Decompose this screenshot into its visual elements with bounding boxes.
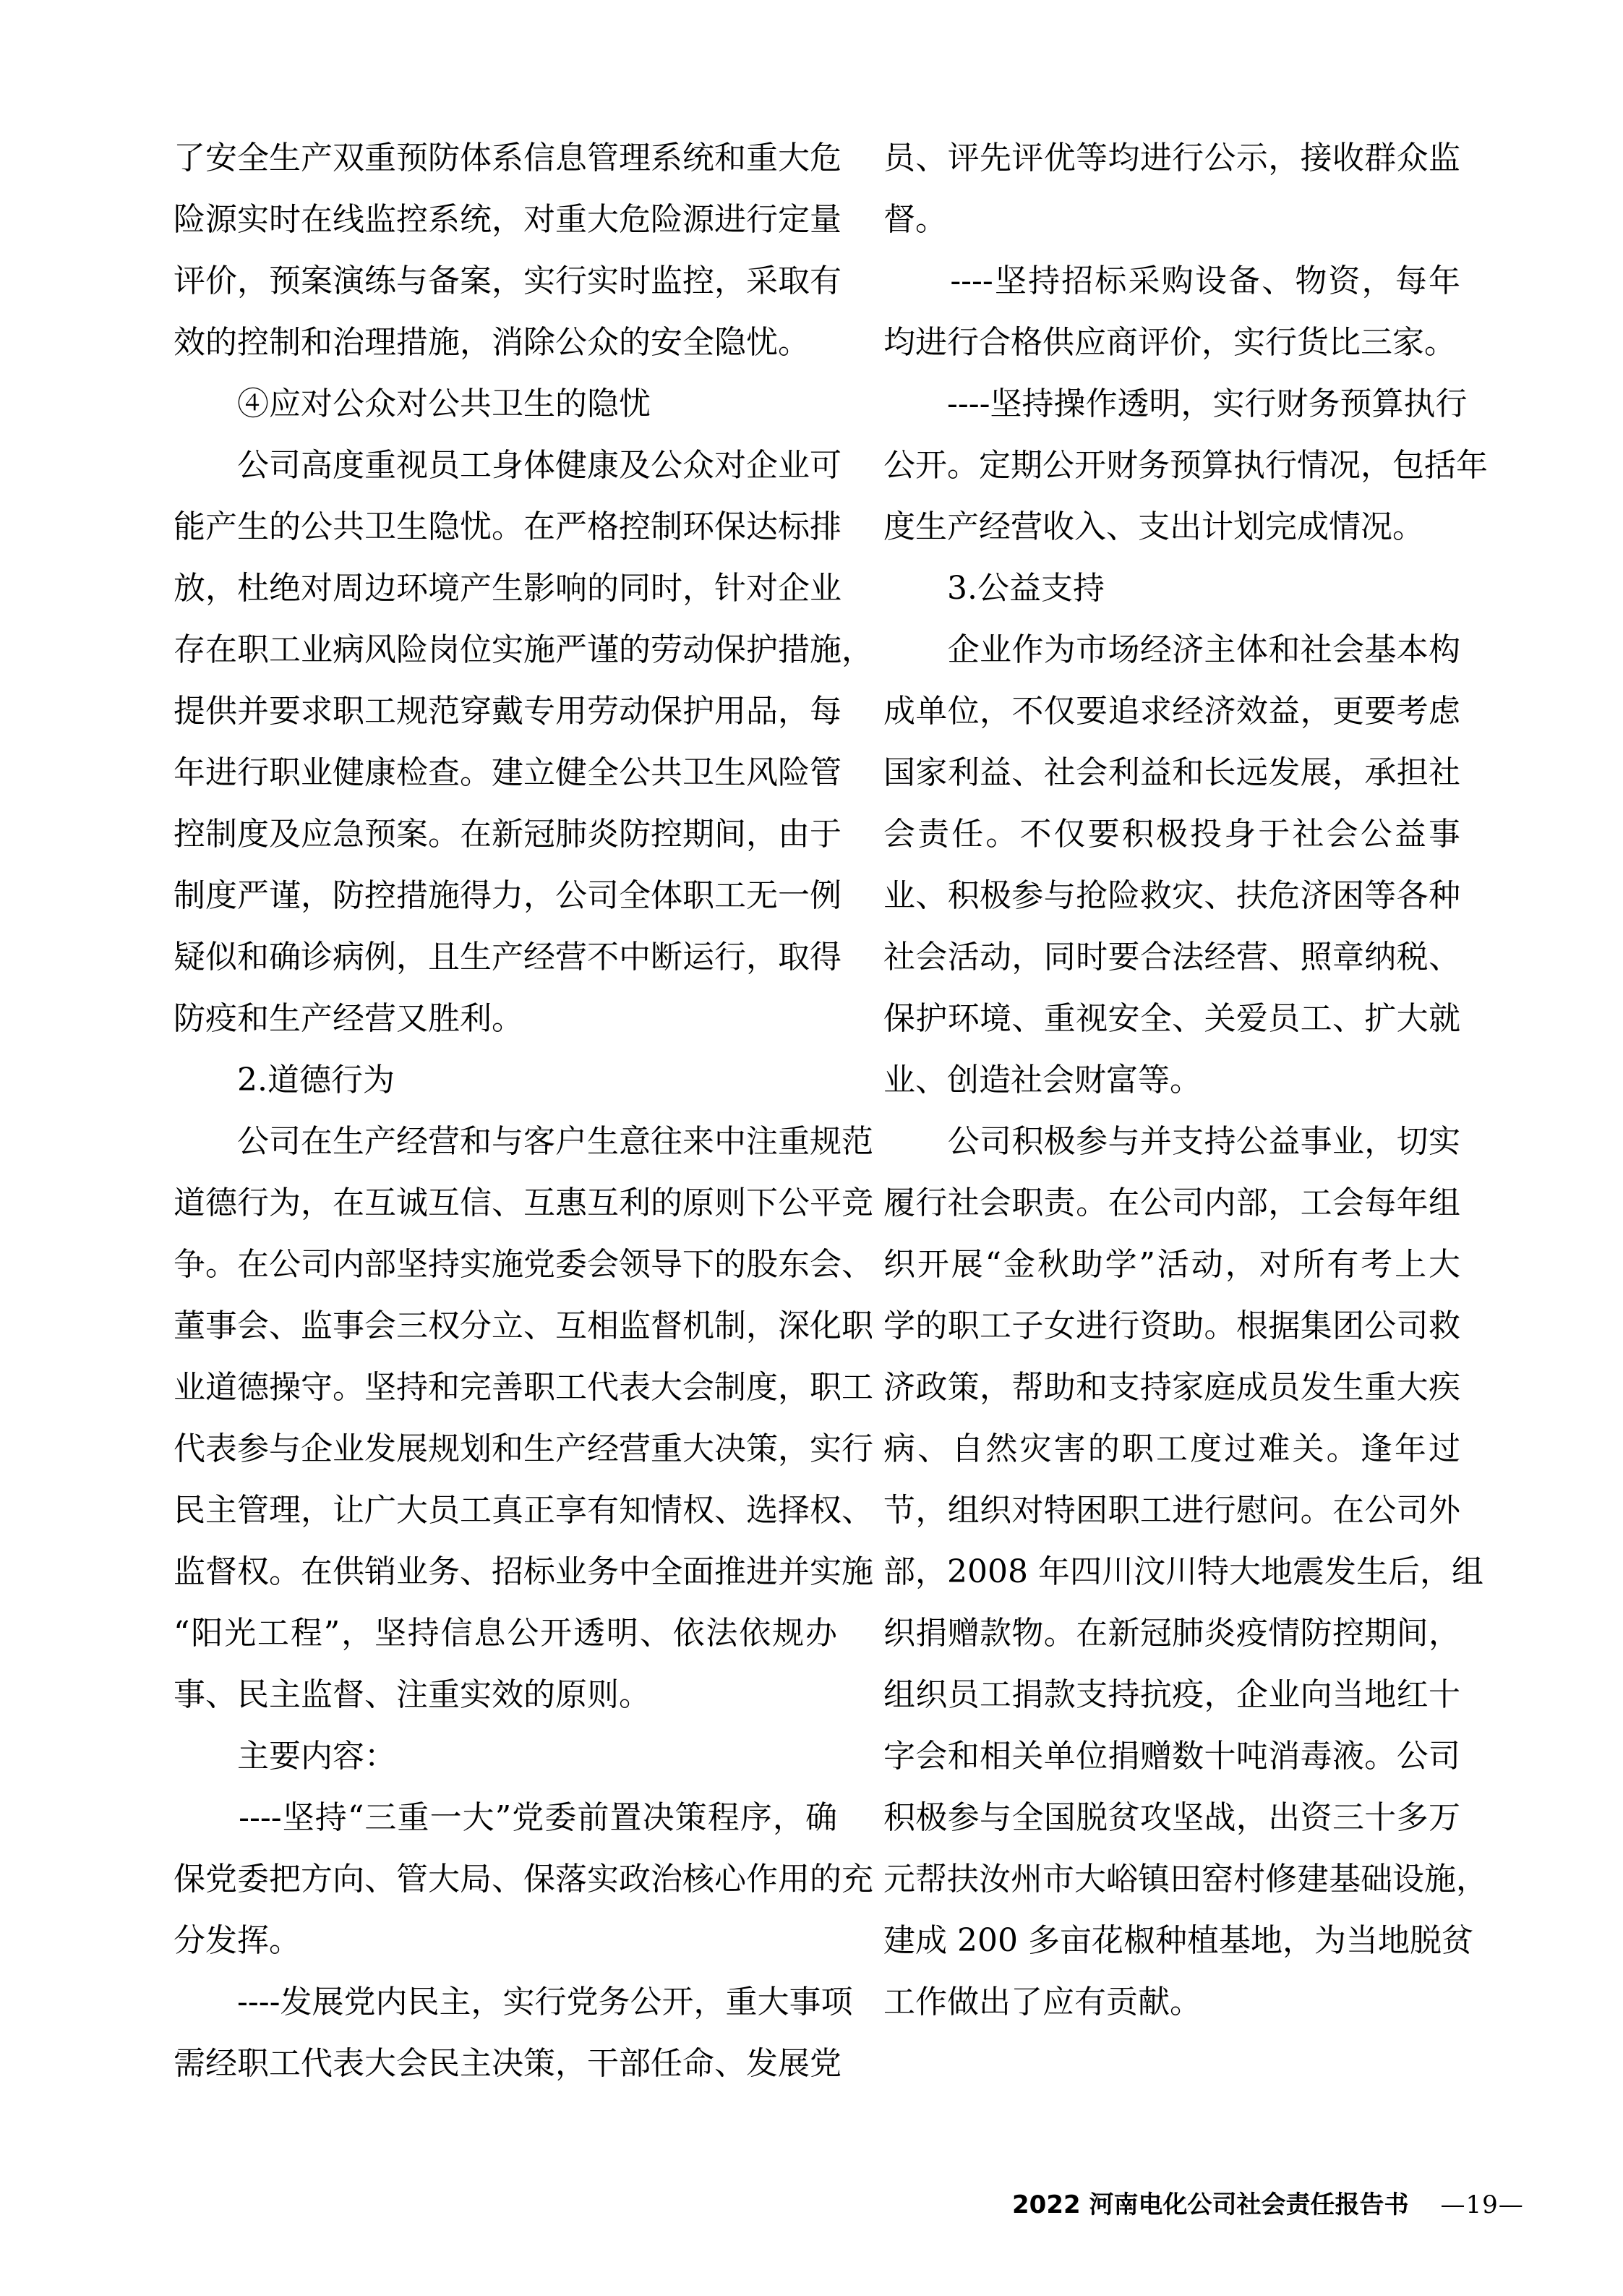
text-line: 民主管理，让广大员工真正享有知情权、选择权、	[174, 1492, 873, 1529]
page-footer	[1012, 2188, 1524, 2222]
text-line: ----坚持操作透明，实行财务预算执行	[883, 385, 1468, 422]
text-line: 学的职工子女进行资助。根据集团公司救	[883, 1307, 1460, 1344]
text-line: 业、积极参与抢险救灾、扶危济困等各种	[883, 877, 1460, 914]
text-line: 国家利益、社会利益和长远发展，承担社	[883, 754, 1460, 791]
text-line: 履行社会职责。在公司内部，工会每年组	[883, 1185, 1460, 1221]
text-line: 存在职工业病风险岗位实施严谨的劳动保护措施，	[174, 631, 873, 668]
text-line: 董事会、监事会三权分立、互相监督机制，深化职	[174, 1307, 873, 1344]
text-line: 字会和相关单位捐赠数十吨消毒液。公司	[883, 1738, 1460, 1775]
text-line: 了安全生产双重预防体系信息管理系统和重大危	[174, 140, 842, 176]
text-line: 放，杜绝对周边环境产生影响的同时，针对企业	[174, 570, 842, 607]
text-line: 病、自然灾害的职工度过难关。逢年过	[883, 1430, 1460, 1467]
text-line: 道德行为，在互诚互信、互惠互利的原则下公平竞	[174, 1185, 873, 1221]
text-line: 济政策，帮助和支持家庭成员发生重大疾	[883, 1369, 1460, 1406]
text-line: 需经职工代表大会民主决策，干部任命、发展党	[174, 2045, 842, 2082]
text-line: 公司在生产经营和与客户生意往来中注重规范	[174, 1123, 873, 1160]
text-line: 会责任。不仅要积极投身于社会公益事	[883, 816, 1460, 853]
text-line: 督。	[883, 201, 947, 238]
text-line: 年进行职业健康检查。建立健全公共卫生风险管	[174, 754, 842, 791]
text-line: 社会活动，同时要合法经营、照章纳税、	[883, 939, 1460, 976]
text-line: 代表参与企业发展规划和生产经营重大决策，实行	[174, 1430, 873, 1467]
text-line: 制度严谨，防控措施得力，公司全体职工无一例	[174, 877, 842, 914]
text-line: 公开。定期公开财务预算执行情况，包括年	[883, 447, 1488, 484]
right-text-column	[883, 127, 1488, 2033]
text-line: ----坚持招标采购设备、物资，每年	[883, 263, 1460, 299]
text-line: 节，组织对特困职工进行慰问。在公司外	[883, 1492, 1460, 1529]
text-line: 企业作为市场经济主体和社会基本构	[883, 631, 1460, 668]
text-line: 2.道德行为	[174, 1062, 395, 1098]
text-line: 效的控制和治理措施，消除公众的安全隐忧。	[174, 324, 810, 361]
text-line: 业道德操守。坚持和完善职工代表大会制度，职工	[174, 1369, 873, 1406]
text-line: 均进行合格供应商评价，实行货比三家。	[883, 324, 1456, 361]
text-line: 度生产经营收入、支出计划完成情况。	[883, 508, 1424, 545]
left-text-column	[174, 127, 873, 2094]
text-line: 疑似和确诊病例，且生产经营不中断运行，取得	[174, 939, 842, 976]
text-line: ----发展党内民主，实行党务公开，重大事项	[174, 1984, 853, 2020]
text-line: 能产生的公共卫生隐忧。在严格控制环保达标排	[174, 508, 842, 545]
text-line: 业、创造社会财富等。	[883, 1062, 1202, 1098]
text-line: 建成 200 多亩花椒种植基地，为当地脱贫	[883, 1922, 1473, 1959]
text-line: 公司积极参与并支持公益事业，切实	[883, 1123, 1460, 1160]
text-line: 控制度及应急预案。在新冠肺炎防控期间，由于	[174, 816, 842, 853]
text-line: 3.公益支持	[883, 570, 1105, 607]
text-line: 主要内容：	[174, 1738, 396, 1775]
text-line: 提供并要求职工规范穿戴专用劳动保护用品，每	[174, 693, 842, 730]
text-line: 险源实时在线监控系统，对重大危险源进行定量	[174, 201, 842, 238]
text-line: 组织员工捐款支持抗疫，企业向当地红十	[883, 1676, 1460, 1713]
text-line: 分发挥。	[174, 1922, 301, 1959]
text-line: 保党委把方向、管大局、保落实政治核心作用的充	[174, 1861, 873, 1898]
text-line: 保护环境、重视安全、关爱员工、扩大就	[883, 1000, 1460, 1037]
text-line: 成单位，不仅要追求经济效益，更要考虑	[883, 693, 1460, 730]
text-line: 部，2008 年四川汶川特大地震发生后，组	[883, 1553, 1483, 1590]
footer-page-number: —19—	[1440, 2190, 1524, 2219]
text-line: 织捐赠款物。在新冠肺炎疫情防控期间，	[883, 1615, 1460, 1652]
text-line: 评价，预案演练与备案，实行实时监控，采取有	[174, 263, 842, 299]
text-line: 争。在公司内部坚持实施党委会领导下的股东会、	[174, 1246, 873, 1283]
text-line: 事、民主监督、注重实效的原则。	[174, 1676, 651, 1713]
text-line: 工作做出了应有贡献。	[883, 1984, 1202, 2020]
text-line: 防疫和生产经营又胜利。	[174, 1000, 523, 1037]
footer-report-title: 2022 河南电化公司社会责任报告书	[1012, 2190, 1409, 2219]
text-line: 员、评先评优等均进行公示，接收群众监	[883, 140, 1460, 176]
text-line: 公司高度重视员工身体健康及公众对企业可	[174, 447, 842, 484]
text-line: 元帮扶汝州市大峪镇田窑村修建基础设施，	[883, 1861, 1488, 1898]
text-line: 监督权。在供销业务、招标业务中全面推进并实施	[174, 1553, 873, 1590]
text-line: ----坚持“三重一大”党委前置决策程序，确	[174, 1799, 837, 1836]
text-line: 织开展“金秋助学”活动，对所有考上大	[883, 1246, 1460, 1283]
text-line: “阳光工程”，坚持信息公开透明、依法依规办	[174, 1615, 837, 1652]
text-line: 积极参与全国脱贫攻坚战，出资三十多万	[883, 1799, 1460, 1836]
text-line: ④应对公众对公共卫生的隐忧	[174, 385, 651, 422]
